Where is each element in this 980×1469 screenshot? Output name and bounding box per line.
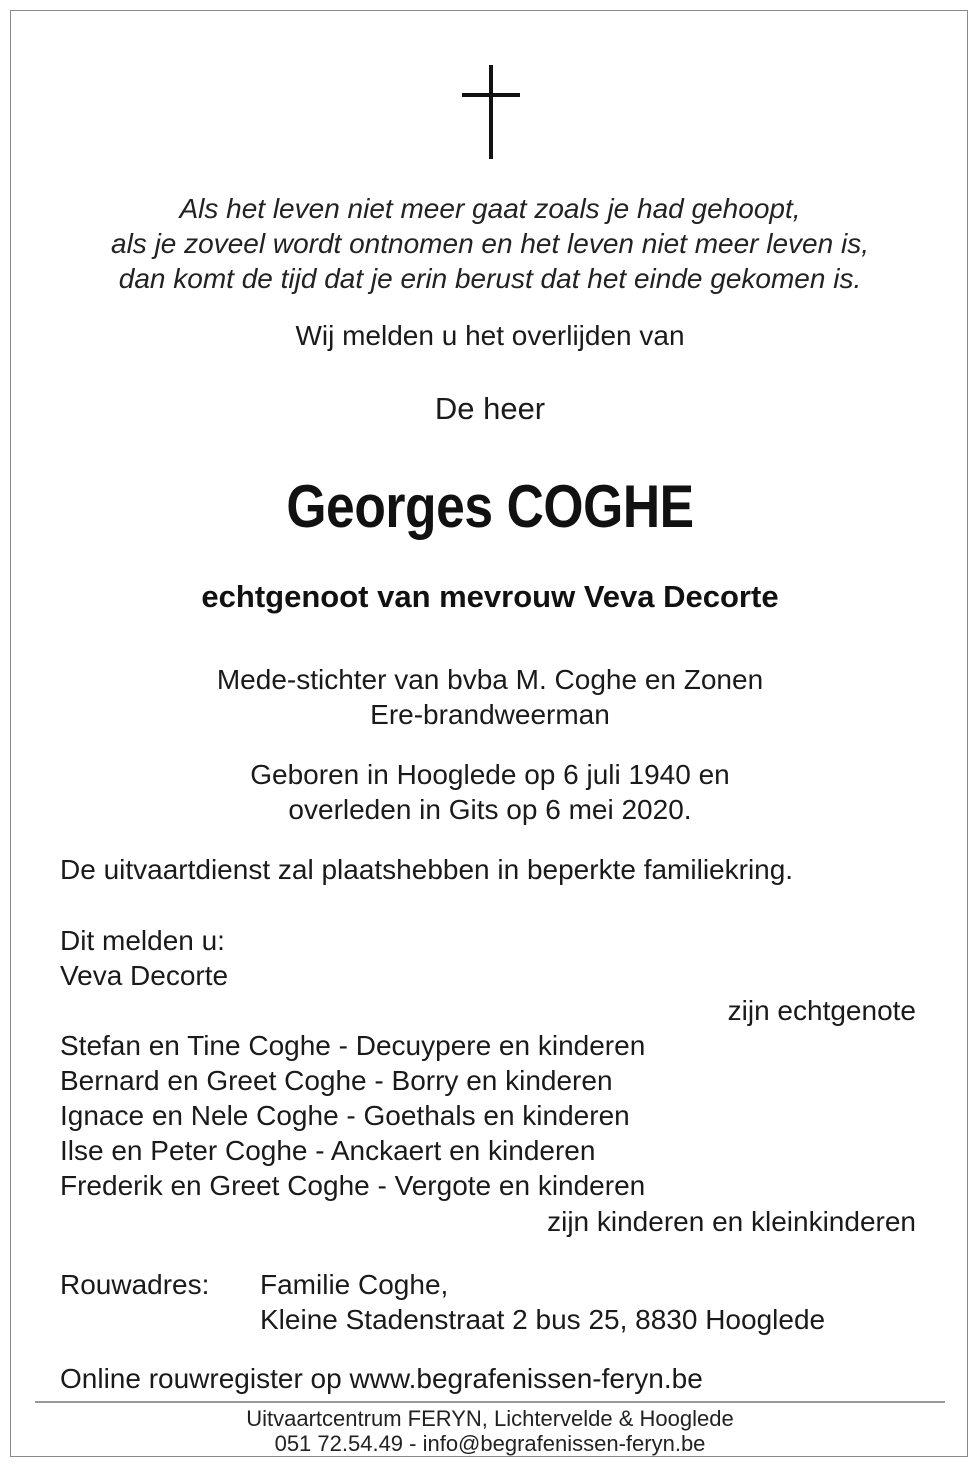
roles bbox=[11, 662, 969, 732]
honorific: De heer bbox=[434, 391, 546, 426]
cross-icon bbox=[462, 65, 520, 159]
list-item: Frederik en Greet Coghe - Vergote en kinderen bbox=[60, 1170, 646, 1201]
life-dates bbox=[11, 757, 969, 827]
list-item: Ignace en Nele Coghe - Goethals en kinderen bbox=[60, 1100, 630, 1131]
footer-contact: 051 72.54.49 - info@begrafenissen-feryn.be bbox=[274, 1431, 706, 1456]
poem-line: als je zoveel wordt ontnomen en het leven niet meer leven is, bbox=[111, 228, 869, 259]
list-item: Stefan en Tine Coghe - Decuypere en kinderen bbox=[60, 1030, 646, 1061]
role-line: Ere-brandweerman bbox=[370, 699, 610, 730]
address-line: Kleine Stadenstraat 2 bus 25, 8830 Hooglede bbox=[260, 1304, 826, 1335]
poem-line: dan komt de tijd dat je erin berust dat het einde gekomen is. bbox=[118, 263, 862, 294]
service-notice: De uitvaartdienst zal plaatshebben in beperkte familiekring. bbox=[60, 854, 794, 885]
list-item: Bernard en Greet Coghe - Borry en kinderen bbox=[60, 1065, 613, 1096]
announcer-spouse: Veva Decorte bbox=[60, 960, 229, 991]
role-line: Mede-stichter van bvba M. Coghe en Zonen bbox=[216, 664, 764, 695]
address bbox=[260, 1267, 825, 1337]
announcers-heading: Dit melden u: bbox=[60, 925, 225, 956]
address-label: Rouwadres: bbox=[60, 1269, 210, 1300]
poem-line: Als het leven niet meer gaat zoals je had gehoopt, bbox=[179, 193, 801, 224]
birth-line: Geboren in Hooglede op 6 juli 1940 en bbox=[250, 759, 730, 790]
address-line: Familie Coghe, bbox=[260, 1269, 449, 1300]
announcers bbox=[60, 923, 228, 993]
poem bbox=[11, 191, 969, 296]
footer bbox=[11, 1406, 969, 1456]
spouse-relation: zijn echtgenote bbox=[727, 995, 916, 1026]
deceased-name: Georges COGHE bbox=[286, 473, 694, 540]
children-relation: zijn kinderen en kleinkinderen bbox=[547, 1206, 916, 1237]
list-item: Ilse en Peter Coghe - Anckaert en kinderen bbox=[60, 1135, 596, 1166]
divider bbox=[35, 1401, 945, 1403]
intro-text: Wij melden u het overlijden van bbox=[295, 320, 685, 351]
spouse-line: echtgenoot van mevrouw Veva Decorte bbox=[201, 579, 779, 614]
children-list bbox=[60, 1028, 645, 1203]
online-register-link[interactable]: Online rouwregister op www.begrafenissen-feryn.be bbox=[60, 1363, 703, 1394]
obituary-card bbox=[10, 10, 968, 1457]
death-line: overleden in Gits op 6 mei 2020. bbox=[288, 794, 692, 825]
footer-company: Uitvaartcentrum FERYN, Lichtervelde & Hooglede bbox=[246, 1406, 734, 1431]
